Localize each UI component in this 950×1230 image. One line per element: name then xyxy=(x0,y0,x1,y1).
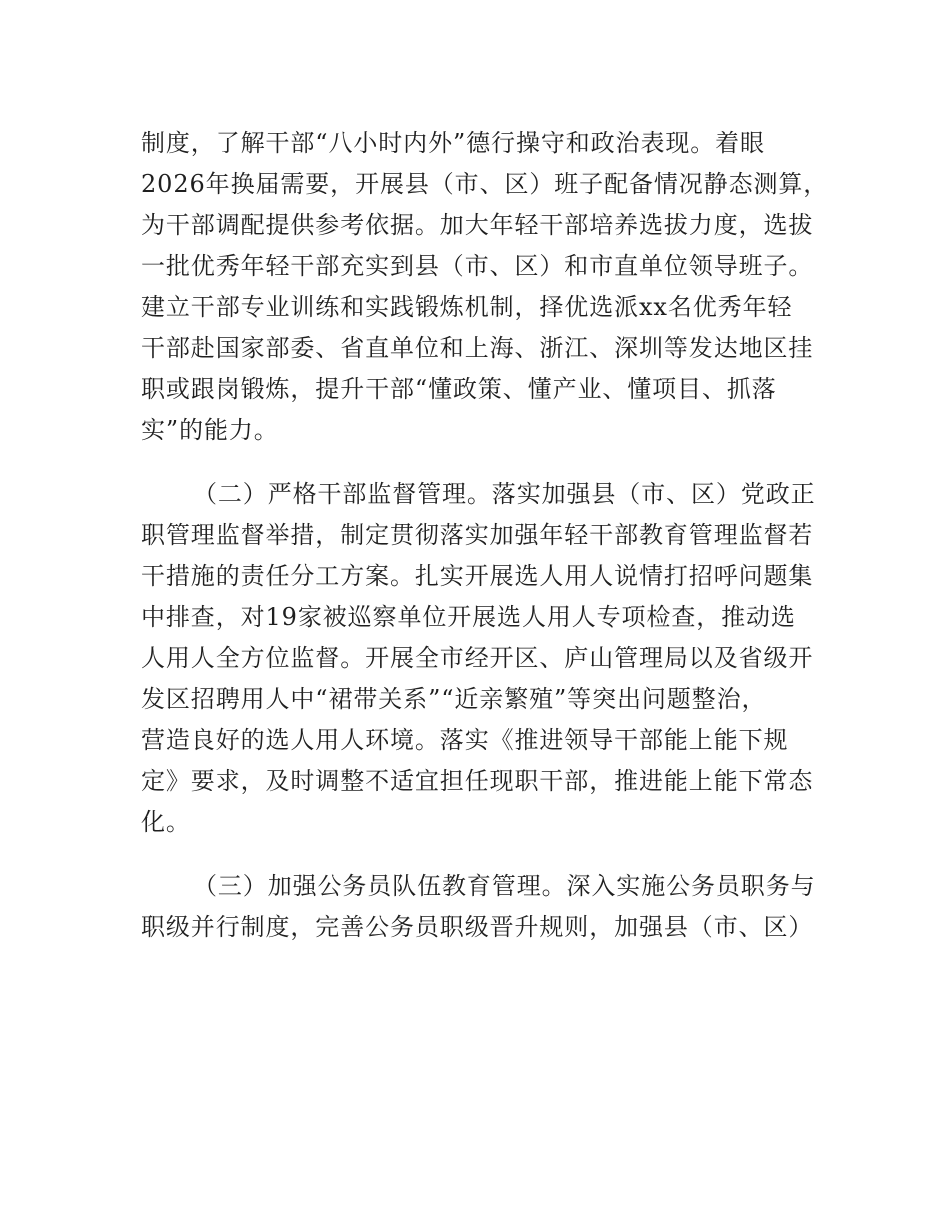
text-line: 干部赴国家部委、省直单位和上海、浙江、深圳等发达地区挂 xyxy=(141,334,814,362)
text-line: 干措施的责任分工方案。扎实开展选人用人说情打招呼问题集 xyxy=(141,562,814,590)
paragraph-cadre-supervision xyxy=(141,474,816,843)
text-line: 营造良好的选人用人环境。落实《推进领导干部能上能下规 xyxy=(141,726,789,754)
text-line: 发区招聘用人中“裙带关系”“近亲繁殖”等突出问题整治， xyxy=(141,685,767,713)
text-line: 人用人全方位监督。开展全市经开区、庐山管理局以及省级开 xyxy=(141,644,814,672)
text-line: 定》要求，及时调整不适宜担任现职干部，推进能上能下常态 xyxy=(141,767,814,795)
section-heading-line: （三）加强公务员队伍教育管理。深入实施公务员职务与 xyxy=(193,872,816,900)
section-heading-line: （二）严格干部监督管理。落实加强县（市、区）党政正 xyxy=(193,480,816,508)
document-body xyxy=(141,123,829,971)
text-line: 化。 xyxy=(141,808,191,836)
text-line: 为干部调配提供参考依据。加大年轻干部培养选拔力度，选拔 xyxy=(141,211,814,239)
text-line: 中排查，对19家被巡察单位开展选人用人专项检查，推动选 xyxy=(141,603,796,631)
paragraph-cadre-training xyxy=(141,123,829,451)
text-line: 建立干部专业训练和实践锻炼机制，择优选派xx名优秀年轻 xyxy=(141,293,793,321)
text-line: 实”的能力。 xyxy=(141,416,279,444)
text-line: 职或跟岗锻炼，提升干部“懂政策、懂产业、懂项目、抓落 xyxy=(141,375,777,403)
text-line: 2026年换届需要，开展县（市、区）班子配备情况静态测算， xyxy=(141,170,829,198)
paragraph-civil-servant-management xyxy=(141,866,816,948)
text-line: 职级并行制度，完善公务员职级晋升规则，加强县（市、区） xyxy=(141,913,814,941)
text-line: 制度，了解干部“八小时内外”德行操守和政治表现。着眼 xyxy=(141,129,765,157)
text-line: 职管理监督举措，制定贯彻落实加强年轻干部教育管理监督若 xyxy=(141,521,814,549)
text-line: 一批优秀年轻干部充实到县（市、区）和市直单位领导班子。 xyxy=(141,252,814,280)
